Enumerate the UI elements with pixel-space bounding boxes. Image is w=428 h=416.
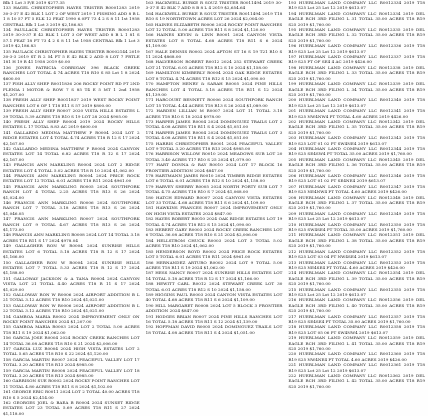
listing-entry: 200 HUERLMAN LAND COMPANY LLC R0012340 2019 T18 R19 S25 Lot 25 Lot 12 2019 $613.07 [288,97,426,108]
listing-entry: 133 HAGEL CHRISTOPHER HAYES TRISTER R0001283 2019 30-3-37 E 42 BLK 1 LOT 2 OF WEST 2019 1 FISHING ADD 8 B L 1 8 10 57 FT 5 ELK 12 FEAT 1990 6.0FT 73 4 2 S 8 11 1st 1958 CENTRAL Blk 1 Lot 3 2019 $2,186.83 [3,5,140,27]
listing-entry: 169 HAMILTON KIMBERLY R0004 2024 OAK RIDGE ESTATES LOT 8 TOTAL 4.74 ACRES T18 R12 S 15 2024 $1,090.00 [145,70,283,81]
listing-entry: 149 GALLAGHER RON W R0004 2024 SUNRISE HILLS ESTATES LOT 6 TOTAL 5.18 ACRES T18 R 12 S 17 2024 $1,166.00 [3,243,140,260]
listing-entry: 142 GALLARDO MEDINA MATTHEW P R0004 2024 CANYON ESTATES LOT 14 TOTAL 6.82 ACRES T18 R 12 S 17 2024 $2,167.00 [3,145,140,162]
listing-entry: 154 GAMBOA MARIA R0002 2024 IMPROVEMENT ONLY ON ROCKY POINT RANCHES 2024 $1,207.00 [3,313,140,324]
listing-entry: 177 HART DONNA & RAY R0010 2024 LOT 17 BLOCK 16 FRONTIER ADDITION 2024 $847.00 [145,162,283,173]
listing-entry: 164 HACKWELL BURKE R SOUZ TRISTER R0011494 2019 T18 R10 S 19 NORTHTOWN ACRES LOT 26 2024 $2,004.00 [145,10,283,22]
listing-entry: 189 HIGGINS PAUL R0003 2024 CANYON VISTA ESTATES LOT 40 TOTAL 4.68 ACRES T18 R11 S 6 2024 $1,109.00 [145,291,283,303]
listing-entry: 147 FRANCIS ANN MARKLING R0007 2024 SOUTHFORK RANCH LOT 9 TOTAL 4.67 ACRES T18 R13 S 26 2024 $1,173.00 [3,216,140,233]
listing-entry: 196 HUERLMAN LAND COMPANY LLC R0012336 2019 T18 R19 S25 Lot 25 Lot 12 2019 $613.07 [288,43,426,54]
listing-entry: 216 HUERLMAN LAND COMPANY LLC R0012356 2019 DEL EAGLE RCH 3RD FILING L 40 TOTAL 35.00 ACRES T18 R19 S25 2019 $1,760.00 [288,297,426,314]
listing-entry: 217 HUERLMAN LAND COMPANY LLC R0012357 2019 T18 R19 S25 SE4SE4 PT TOTAL 35.00 ACRES 2019 $1,760.00 [288,313,426,324]
listing-entry: Blk 1 Lot 3 F/E 2019 $277.35 [3,0,65,5]
listing-entry: 174 HARPER JAMES R0004 2024 DOMINGUEZ TRAILS LOT 3 TOTAL 4.08 ACRES T18 R11 S 4 2024 $1,051.00 [145,129,283,141]
listing-entry: 187 HESS NANCY R0007 2024 SUNRISE HILLS ESTATES LOT 14 TOTAL 5.18 ACRES T18 R 12 S 17 2024 $1,166.00 [145,270,283,281]
listing-entry: 206 HUERLMAN LAND COMPANY LLC R0012346 2019 T18 R19 S25 LOT 01 02 PT SE4NE4 2019 $613.07 [288,173,426,184]
listing-entry: 195 HUERLMAN LAND COMPANY LLC R0012335 2019 DEL EAGLE RCH 3RD FILING L 32 TOTAL 35.00 ACRES T18 R19 S25 2019 $1,760.00 [288,27,426,43]
listing-entry: 178 HARTMANN JAMES R0010 2024 TIMBER RIDGE ESTATES LOT 6 TOTAL 6.01 ACRES T18 R12 S 10 2024 $1,158.00 [145,173,283,184]
listing-entry: 179 HARVEY SHERRY R0005 2024 NORTH FORTY SUB LOT 7 TOTAL 4.75 ACRES T18 R10 S 7 2024 $1,068.00 [145,183,283,195]
listing-entry: 135 PAULACK CHRISTOPHER HAYES TRISTER R0002144 2019 30-3-3 2019 ST R 2 54 FT 5 E 42 BLK 2 ADD 8 LOT 7 FRTLE 181 H 19 R 41 1958 2019 $0.00 [3,48,140,65]
listing-entry: 163 HACKWELL BURKE R SOUZ TRISTER R0011494 2019 30-3-37 E 42 BLK 7 ADD 8 B 8 L 4 2019 $2,654.64 [145,0,283,11]
listing-entry: 186 HERNANDEZ ARTURO R0002 2024 LOT 9 TOTAL 5.00 ACRES T18 R11 S 19 2024 $1,062.00 [145,259,283,270]
listing-entry: 145 FRANCIS ANN MARKLING R0005 2024 SOUTHFORK RANCH LOT 4 TOTAL 2.25 ACRES T18 R13 S 26 2024 $1,024.00 [3,183,140,200]
listing-entry: 180 HATCH EDWARD R0007 2024 CANYON VISTA ESTATES LOT 33 TOTAL 4.68 ACRES T18 R11 S 6 2024 $1,109.00 [145,194,283,206]
listing-entry: 208 HUERLMAN LAND COMPANY LLC R0012348 2019 DEL EAGLE RCH 3RD FILING L 37 TOTAL 35.00 ACRES T18 R19 S25 2019 $1,760.00 [288,194,426,211]
listing-entry: 141 GALLARDO MEDINA MATTHEW P R0004 2024 LOT 2 RIDGE ESTATES LOT 4 TOTAL 4.74 ACRES T18 R 12 S 17 2024 $2,167.00 [3,129,140,146]
listing-entry: 210 HUERLMAN LAND COMPANY LLC R0012350 2019 T18 R19 S25 SW4SE4 PT TOTAL 35.00 ACRES 2019 $1,760.00 [288,221,426,233]
listing-entry: 175 HARRIS CHRISTOPHER R0001 2024 PEACEFUL VALLEY LOT 9 TOTAL 3.20 ACRES T18 R13 2024 $985.00 [145,140,283,151]
listing-entry: 218 HUERLMAN LAND COMPANY LLC R0012358 2019 T18 R19 S25 LOT 05 06 PT SW4NW4 2019 $613.07 [288,324,426,335]
listing-entry: 173 HARPER JAMES R0004 2024 DOMINGUEZ TRAILS LOT 2 TOTAL 4.08 ACRES T18 R11 S 4 2024 $1,051.00 [145,118,283,130]
listing-entry: 201 HUERLMAN LAND COMPANY LLC R0012341 2019 T18 R19 S25 NW4NW4 PT TOTAL 4.60 ACRES 2019 $426.00 [288,108,426,119]
listing-entry: 183 HEBERT GARY R0003 2024 ROCKY CREEK RANCHES LOT 6 TOTAL 36.08 ACRES T18 R10 S 21 2024 $2,006.00 [145,227,283,238]
listing-entry: 191 HODGES BRIAN R0007 2024 PINE HILLS RANCHES LOT 16 TOTAL 5.18 ACRES T18 R11 S 12 2024 $1,139.00 [145,313,283,324]
listing-entry: 137 FISH ALLY SHEP R0011836 206 ROCKY POINT RD PT 2ND FLENIA I MOTOR & ROW 7 S 85 T4 E 5 MT 1 2nd 1958 $1,207.00 [3,81,140,97]
listing-entry: 207 HUERLMAN LAND COMPANY LLC R0012347 2019 T18 R19 S25 NE4NW4 PT TOTAL 4.60 ACRES 2019 $426.00 [288,183,426,195]
listing-entry: 185 HENDERSON BOYD R0002 2024 PRICE ROCK ESTATES LOT 5 TOTAL 6.01 ACRES T18 R11 2024 $961.00 [145,248,283,260]
listing-entry: 156 GARCIA JOSE R0004 2024 ROCKY CREEK RANCHES LOT 14 TOTAL 36.08 ACRES T18 R10 S 21 2024 $2,006.00 [3,335,140,346]
listing-entry: 222 HUERLMAN LAND COMPANY LLC R0012362 2019 DEL EAGLE RCH 3RD FILING L 42 TOTAL 35.00 ACRES T18 R19 S25 2019 $1,760.00 [288,373,426,389]
listing-entry: 220 HUERLMAN LAND COMPANY LLC R0012360 2019 T18 R19 S25 NW4NE4 PT TOTAL 4.60 ACRES 2019 $426.00 [288,351,426,362]
listing-entry: 162 GEORGES JOEL & BAEA B R0004 2024 SUNSET RIDGE ESTATES LOT 23 TOTAL 5.69 ACRES T18 R11 S 27 2024 $1,118.00 [3,400,140,416]
listing-entry: 150 GALLAGHER RON W R0004 2024 SUNRISE HILLS ESTATES LOT 7 TOTAL 5.33 ACRES T18 R 12 S 17 2024 $1,188.00 [3,259,140,276]
listing-entry: 157 GARCIA LUZ R0004 2024 HIGH VISTA ESTATES LOT 2 TOTAL 5.65 ACRES T18 R10 S 22 2024 $1,120.00 [3,346,140,357]
listing-entry: 202 HUERLMAN LAND COMPANY LLC R0012342 2019 DEL EAGLE RCH 3RD FILING L 35 TOTAL 35.00 ACRES T18 R19 S25 2019 $1,760.00 [288,118,426,135]
listing-entry: 159 GARCIA MARTIN R0008 2024 PEACEFUL VALLEY LOT 18 TOTAL 3.20 ACRES T18 R13 2024 $985.00 [3,367,140,379]
listing-entry: 153 GALLOWAY RON W R0006 2024 AIRPORT ADDITION B L 22 TOTAL 3.12 ACRES T18 R10 2024 $1,021.00 [3,302,140,314]
listing-entry: 199 HUERLMAN LAND COMPANY LLC R0012339 2019 DEL EAGLE RCH 3RD FILING L 34 TOTAL 35.00 ACRES T18 R19 S25 2019 $1,760.00 [288,81,426,97]
listing-entry: 148 FRANCIS ANN MARKLING R0008 2024 LOT 14 TOTAL 3.18 ACRES T18 R11 S 17 2024 $978.04 [3,232,140,243]
listing-entry: 215 HUERLMAN LAND COMPANY LLC R0012355 2019 T18 R19 S25 Lot 25 Lot 12 2019 $613.07 [288,286,426,297]
listing-entry: 211 HUERLMAN LAND COMPANY LLC R0012351 2019 DEL EAGLE RCH 3RD FILING L 38 TOTAL 35.00 ACRES T18 R19 S25 2019 $1,760.00 [288,232,426,249]
listing-entry: 194 HUERLMAN LAND COMPANY LLC R0012334 2019 DEL EAGLE RCH 3RD FILING L 31 TOTAL 35.00 ACRES T18 R19 S25 2019 $1,760.00 [288,10,426,27]
listing-entry: 204 HUERLMAN LAND COMPANY LLC R0012344 2019 T18 R19 S25 SE4SW4 PT TOTAL 35.00 ACRES 2019 $1,760.00 [288,145,426,157]
text-column-2 [146,0,283,400]
listing-entry: 165 HAINES ELIZABETH R0006 2024 ROCKY POINT RANCHES LOT 12 TOTAL 5.00 ACRES T18 R11 S 8 2024 $1,120.00 [145,21,283,33]
listing-entry: 181 HAWKINS FRANCES R0007 2024 IMPROVEMENT ONLY ON HIGH VISTA ESTATES 2024 $847.00 [145,205,283,216]
listing-entry: 214 HUERLMAN LAND COMPANY LLC R0012354 2019 DEL EAGLE RCH 3RD FILING L 39 TOTAL 35.00 ACRES T18 R19 S25 2019 $1,760.00 [288,270,426,287]
listing-entry: 134 PAULLACK CHRISTOPHER HAYES TRISTER R0001283 2019 30-3-37 E 42 BLK 1 LOT 3 OF WEST ADD 8 B L 1 81 S 57.1 FEAT 18 FT 73 4 2 S 8 11 1st 1958 CENTRAL Blk 1 Lot 3 2019 $2,186.83 [3,27,140,49]
listing-entry: 182 HAYES ROBERT R0010 2024 OAK RIDGE ESTATES LOT 19 TOTAL 4.74 ACRES T18 R12 S 15 2024 $1,090.00 [145,216,283,227]
listing-entry: 193 HUERLMAN LAND COMPANY LLC R0012334 2019 T18 R19 S25 Lot 25 Lot 12 2019 $613.07 [288,0,426,11]
text-column-1 [3,0,140,416]
listing-entry: 146 FRANCIS ANN MARKLING R0006 2024 SOUTHFORK RANCH LOT 7 TOTAL 3.18 ACRES T18 R13 S 26 2024 $1,046.05 [3,200,140,216]
listing-entry: 176 HARRISON WILLOW R0010 2024 MEADOWS SUB LOT 20 TOTAL 3.40 ACRES T17 R10 S 25 2024 $1,079.00 [145,151,283,162]
listing-entry: 219 HUERLMAN LAND COMPANY LLC R0012359 2019 DEL EAGLE RCH 3RD FILING L 41 TOTAL 35.00 ACRES T18 R19 S25 2019 $1,760.00 [288,335,426,351]
listing-entry: 213 HUERLMAN LAND COMPANY LLC R0012353 2019 T18 R19 S25 NE4SE4 PT TOTAL 4.60 ACRES 2019 $426.00 [288,259,426,270]
listing-entry: 158 GARCIA MARTIN R0007 2024 PEACEFUL VALLEY LOT 17 TOTAL 3.20 ACRES T18 R13 2024 $985.00 [3,356,140,368]
text-column-3 [288,0,425,400]
listing-entry: 184 HELLSTROM CHUCK R0003 2024 LOT 3 TOTAL 5.02 ACRES T18 R10 2024 $1,062.00 [145,237,283,249]
listing-entry: 160 GARRISON SUE R0002 2024 ROCKY POINT RANCHES LOT 11 TOTAL 4.80 ACRES T18 R11 S 8 2024 $1,102.00 [3,378,140,389]
listing-entry: 143 FRANCIS ANN MARKLING R0004 2024 LOT 2 RIDGE ESTATES LOT 4 TOTAL 5.02 ACRES T18 R 10 2024 $1,062.00 [3,162,140,173]
listing-entry: 205 HUERLMAN LAND COMPANY LLC R0012345 2019 DEL EAGLE RCH 3RD FILING L 36 TOTAL 35.00 ACRES T18 R19 S25 2019 $1,760.00 [288,156,426,173]
listing-entry: 136 JONES PATRICIA CORRIGAN 396 BLACK GREEK RANCHES LOT TOTAL 4 74 ACRES T18 R10 S 85 Lot 1 8 2024 $600.00 [3,64,140,81]
listing-entry: 190 HILL MARGARET R0008 2024 LOT 5 BLOCK 3 FRONTIER ADDITION 2024 $847.00 [145,302,283,314]
listing-entry: 144 FRANCIS ANN MARKLING R0004 2024 PRICE ROCK ESTATES LOT 12 TOTAL 6.01 ACRES T18 R11 2024 $961.00 [3,173,140,184]
listing-entry: 192 HOFFMAN DAVID R0005 2024 DOMINGUEZ TRAILS LOT 18 TOTAL 4.08 ACRES T18 R11 S 4 2024 $1,051.00 [145,324,283,335]
listing-entry: 172 HARDEN LILLIAN M R0007 2024 LOT 11 TOTAL 3.18 ACRES T18 R10 S 18 2024 $978.00 [145,108,283,119]
listing-entry: 168 HALVERSON ROBERT R0012 2024 252 STEWART CREEK LOT 21 TOTAL 6.01 ACRES T18 R12 S 10 2024 $1,158.00 [145,59,283,70]
listing-entry: 212 HUERLMAN LAND COMPANY LLC R0012352 2019 T18 R19 S25 LOT 03 04 PT NW4SE4 2019 $613.07 [288,248,426,260]
listing-entry: 161 GEORGE ERIC R0011 2024 LOT 2 TOTAL 40.00 ACRES T18 R10 S 5 2024 $2,414.00 [3,389,140,400]
listing-entry: 166 HAINES KEVIN & LINN R0001 2024 CANYON VISTA ESTATES LOT 8 TOTAL 4.68 ACRES T18 R11 S 6 2024 $1,109.00 [145,32,283,49]
listing-entry: 197 HUERLMAN LAND COMPANY LLC R0012337 2019 T18 R19 S25 PT OF SE4 4 AC 2019 $426.00 [288,54,426,65]
listing-entry: 138 FRESH ALLY SHEP R0011837 2019 WEST ROCKY POINT RANCHES LOT 6 OF 1 T18 E11 S 57 2019 $800.00 [3,97,140,108]
listing-entry: 170 HAMPTON HENRY & SARAH R0005 2024 PINE HILLS RANCHES LOT 4 TOTAL 5.18 ACRES T18 R11 S 12 2024 $1,139.00 [145,81,283,97]
listing-entry: 139 FRESH ALLY SHEP R0007 2020 VISTA HILLS ESTATES L 39 TOTAL 5.39 ACRES T18 R10 S 19 LOT 28 2024 $905.00 [3,108,140,119]
listing-entry: 152 GALLOWAY RON W R0006 2024 AIRPORT ADDITION B L 21 TOTAL 3.12 ACRES T18 R10 2024 $1,021.00 [3,291,140,303]
listing-entry: 151 GALLOWAY JACKSON & A TANA R0004 2024 CANYON VISTA LOT 21 TOTAL 4.40 ACRES T18 R 11 S 17 2024 $1,029.00 [3,275,140,292]
listing-entry: 155 GAMBOA MARIA R0003 2024 LOT 2 TOTAL 5.00 ACRES T18 R11 S 19 2024 $1,062.00 [3,324,140,335]
listing-entry: 140 FRESH ALLY SHEP R0004 2019 2024 ROCKY HILLS ESTATES L 17 TOTAL 8.83 AC 2019 $600.00 [3,118,140,130]
listing-entry: 171 HARCOURT BENNETT R0006 2024 SOUTHFORK RANCH LOT 15 TOTAL 4.44 ACRES T18 R13 S 26 2024 $1,089.00 [145,97,283,108]
listing-entry: 221 HUERLMAN LAND COMPANY LLC R0012361 2019 T18 R19 S25 Lot 25 Lot 12 2019 $613.07 [288,362,426,373]
listing-entry: 167 HALE DENNIS R0002 2024 AFTON ST 16 S 19 T21 R10 S 11 2024 $868.00 [145,48,283,60]
listing-entry: 188 HEWITT CARL R0012 2024 STEWART CREEK LOT 30 TOTAL 6.01 ACRES T18 R12 S 10 2024 $1,158.00 [145,281,283,292]
listing-entry: 198 HUERLMAN LAND COMPANY LLC R0012338 2019 DEL EAGLE RCH 3RD FILING L 33 TOTAL 35.00 ACRES T18 R19 S25 2019 $1,760.00 [288,64,426,81]
listing-entry: 209 HUERLMAN LAND COMPANY LLC R0012349 2019 T18 R19 S25 Lot 25 Lot 12 2019 $613.07 [288,210,426,222]
listing-entry: 203 HUERLMAN LAND COMPANY LLC R0012343 2019 T18 R19 S25 LOT 01 02 PT SW4NE4 2019 $613.07 [288,135,426,146]
